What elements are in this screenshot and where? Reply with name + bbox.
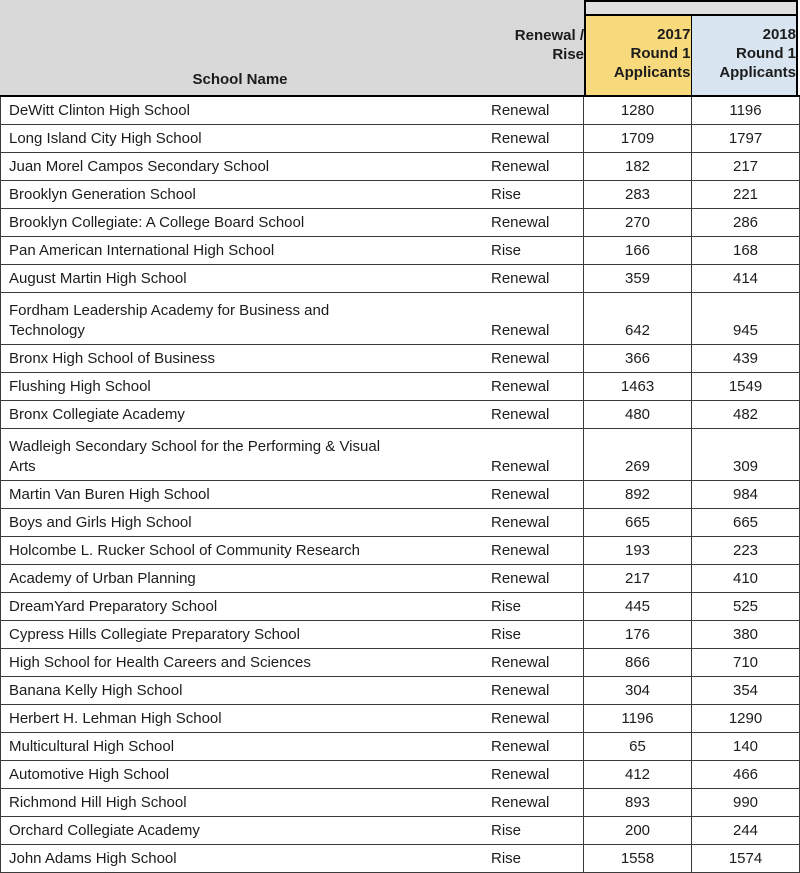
table-row (1, 181, 800, 209)
table-row (1, 565, 800, 593)
school-name-cell[interactable]: Multicultural High School (9, 738, 175, 755)
school-name-cell[interactable]: John Adams High School (9, 850, 177, 867)
col-header-renewal-rise-line2: Rise (552, 45, 584, 63)
table-header-row (0, 0, 800, 97)
school-name-cell[interactable]: Academy of Urban Planning (9, 570, 196, 587)
applicants-2018-cell[interactable]: 665 (692, 509, 800, 536)
school-name-cell[interactable]: Automotive High School (9, 766, 170, 783)
applicants-2018-cell[interactable]: 286 (692, 209, 800, 236)
applicants-2017-cell[interactable]: 270 (584, 209, 692, 236)
table-row (1, 845, 800, 873)
table-row (1, 401, 800, 429)
applicants-2017-cell[interactable]: 1196 (584, 705, 692, 732)
school-name-cell[interactable]: August Martin High School (9, 270, 187, 287)
applicants-2017-cell[interactable]: 65 (584, 733, 692, 760)
applicants-2017-cell[interactable]: 366 (584, 345, 692, 372)
applicants-2017-cell[interactable]: 665 (584, 509, 692, 536)
renewal-rise-cell[interactable]: Rise (480, 181, 584, 208)
school-name-cell[interactable]: Pan American International High School (9, 242, 275, 259)
renewal-rise-cell[interactable]: Renewal (480, 537, 584, 564)
applicants-2017-cell[interactable]: 1558 (584, 845, 692, 872)
applicants-2017-cell[interactable]: 182 (584, 153, 692, 180)
applicants-2018-cell[interactable]: 710 (692, 649, 800, 676)
school-name-cell[interactable]: Brooklyn Generation School (9, 186, 196, 203)
renewal-rise-cell[interactable]: Renewal (480, 209, 584, 236)
school-name-cell[interactable]: Herbert H. Lehman High School (9, 710, 222, 727)
applicants-2017-cell[interactable]: 866 (584, 649, 692, 676)
applicants-2017-cell[interactable]: 893 (584, 789, 692, 816)
applicants-2017-cell[interactable]: 1280 (584, 97, 692, 124)
table-row (1, 293, 800, 345)
renewal-rise-cell[interactable]: Renewal (480, 373, 584, 400)
renewal-rise-cell[interactable]: Rise (480, 237, 584, 264)
col-header-renewal-rise[interactable] (480, 0, 584, 95)
applicants-2018-cell[interactable]: 1797 (692, 125, 800, 152)
applicants-2017-cell[interactable]: 642 (584, 293, 692, 344)
renewal-rise-cell[interactable]: Renewal (480, 481, 584, 508)
renewal-rise-cell[interactable]: Rise (480, 621, 584, 648)
table-row (1, 649, 800, 677)
renewal-rise-cell[interactable]: Renewal (480, 125, 584, 152)
school-name-cell[interactable]: Flushing High School (9, 378, 151, 395)
applicants-2018-cell[interactable]: 945 (692, 293, 800, 344)
renewal-rise-cell[interactable]: Rise (480, 817, 584, 844)
applicants-2018-cell[interactable]: 309 (692, 429, 800, 480)
renewal-rise-cell[interactable]: Renewal (480, 153, 584, 180)
applicants-2018-cell[interactable]: 1574 (692, 845, 800, 872)
col-header-renewal-rise-line1: Renewal / (514, 26, 584, 44)
table-row (1, 705, 800, 733)
applicants-2018-cell[interactable]: 221 (692, 181, 800, 208)
applicants-2018-cell[interactable]: 244 (692, 817, 800, 844)
applicants-2017-cell[interactable]: 176 (584, 621, 692, 648)
applicants-header-box (584, 0, 798, 95)
renewal-rise-cell[interactable]: Renewal (480, 345, 584, 372)
table-row (1, 153, 800, 181)
renewal-rise-cell[interactable]: Renewal (480, 97, 584, 124)
applicants-2018-cell[interactable]: 380 (692, 621, 800, 648)
table-row (1, 209, 800, 237)
table-row (1, 265, 800, 293)
renewal-rise-cell[interactable]: Renewal (480, 509, 584, 536)
applicants-2018-cell[interactable]: 1549 (692, 373, 800, 400)
table-body (0, 97, 800, 873)
table-row (1, 237, 800, 265)
applicants-2017-cell[interactable]: 193 (584, 537, 692, 564)
school-name-cell[interactable]: Holcombe L. Rucker School of Community Research (9, 542, 360, 559)
table-row (1, 761, 800, 789)
col-header-2018-applicants[interactable]: 2018 Round 1 Applicants (692, 16, 797, 95)
applicants-2017-cell[interactable]: 304 (584, 677, 692, 704)
table-row (1, 97, 800, 125)
school-name-cell[interactable]: Bronx Collegiate Academy (9, 406, 185, 423)
applicants-2018-cell[interactable]: 223 (692, 537, 800, 564)
school-name-cell[interactable]: DreamYard Preparatory School (9, 598, 218, 615)
table-row (1, 677, 800, 705)
applicants-2017-cell[interactable]: 480 (584, 401, 692, 428)
applicants-2018-cell[interactable]: 1290 (692, 705, 800, 732)
applicants-2018-cell[interactable]: 525 (692, 593, 800, 620)
applicants-2018-cell[interactable]: 439 (692, 345, 800, 372)
header-gray-block (0, 0, 584, 95)
applicants-2018-cell[interactable]: 168 (692, 237, 800, 264)
renewal-rise-cell[interactable]: Renewal (480, 265, 584, 292)
school-name-cell[interactable]: Long Island City High School (9, 130, 202, 147)
applicants-2017-cell[interactable]: 445 (584, 593, 692, 620)
renewal-rise-cell[interactable]: Renewal (480, 429, 584, 480)
table-row (1, 593, 800, 621)
renewal-rise-cell[interactable]: Renewal (480, 677, 584, 704)
applicants-2018-cell[interactable]: 466 (692, 761, 800, 788)
applicants-2017-cell[interactable]: 359 (584, 265, 692, 292)
school-name-cell[interactable]: Banana Kelly High School (9, 682, 183, 699)
renewal-rise-cell[interactable]: Rise (480, 593, 584, 620)
renewal-rise-cell[interactable]: Renewal (480, 565, 584, 592)
school-name-cell[interactable]: Boys and Girls High School (9, 514, 192, 531)
applicants-2018-cell[interactable]: 354 (692, 677, 800, 704)
table-row (1, 537, 800, 565)
applicants-2017-cell[interactable]: 892 (584, 481, 692, 508)
table-row (1, 817, 800, 845)
school-name-cell[interactable]: Martin Van Buren High School (9, 486, 210, 503)
applicants-2017-cell[interactable]: 166 (584, 237, 692, 264)
applicants-header-empty-cell[interactable] (586, 2, 796, 16)
col-header-2017-applicants[interactable]: 2017 Round 1 Applicants (586, 16, 692, 95)
renewal-rise-cell[interactable]: Renewal (480, 401, 584, 428)
applicants-2018-cell[interactable]: 410 (692, 565, 800, 592)
applicants-2017-cell[interactable]: 283 (584, 181, 692, 208)
school-name-cell[interactable]: High School for Health Careers and Sciences (9, 654, 311, 671)
renewal-rise-cell[interactable]: Renewal (480, 293, 584, 344)
applicants-2018-cell[interactable]: 217 (692, 153, 800, 180)
applicants-2017-cell[interactable]: 412 (584, 761, 692, 788)
table-row (1, 621, 800, 649)
applicants-2018-cell[interactable]: 482 (692, 401, 800, 428)
applicants-2018-cell[interactable]: 140 (692, 733, 800, 760)
table-row (1, 789, 800, 817)
school-name-cell[interactable]: Orchard Collegiate Academy (9, 822, 200, 839)
school-name-cell[interactable]: Wadleigh Secondary School for the Performing & Visual Arts (9, 438, 381, 475)
table-row (1, 125, 800, 153)
renewal-rise-cell[interactable]: Renewal (480, 733, 584, 760)
applicants-2017-cell[interactable]: 200 (584, 817, 692, 844)
applicants-2017-cell[interactable]: 269 (584, 429, 692, 480)
table-row (1, 509, 800, 537)
renewal-rise-cell[interactable]: Rise (480, 845, 584, 872)
school-name-cell[interactable]: Richmond Hill High School (9, 794, 187, 811)
applicants-2018-cell[interactable]: 1196 (692, 97, 800, 124)
school-name-cell[interactable]: Fordham Leadership Academy for Business and Technology (9, 302, 330, 339)
table-row (1, 481, 800, 509)
school-name-cell[interactable]: Bronx High School of Business (9, 350, 215, 367)
school-name-cell[interactable]: Brooklyn Collegiate: A College Board School (9, 214, 305, 231)
applicants-2017-cell[interactable]: 1709 (584, 125, 692, 152)
applicants-2017-cell[interactable]: 1463 (584, 373, 692, 400)
applicants-header-cells (586, 16, 796, 95)
applicants-2017-cell[interactable]: 217 (584, 565, 692, 592)
col-header-school-name[interactable]: School Name (192, 71, 288, 88)
applicants-2018-cell[interactable]: 414 (692, 265, 800, 292)
school-name-cell[interactable]: Juan Morel Campos Secondary School (9, 158, 270, 175)
renewal-rise-cell[interactable]: Renewal (480, 649, 584, 676)
school-name-cell[interactable]: Cypress Hills Collegiate Preparatory School (9, 626, 300, 643)
renewal-rise-cell[interactable]: Renewal (480, 705, 584, 732)
school-name-cell[interactable]: DeWitt Clinton High School (9, 102, 190, 119)
table-row (1, 733, 800, 761)
renewal-rise-cell[interactable]: Renewal (480, 761, 584, 788)
renewal-rise-cell[interactable]: Renewal (480, 789, 584, 816)
table-row (1, 429, 800, 481)
table-row (1, 373, 800, 401)
applicants-2018-cell[interactable]: 984 (692, 481, 800, 508)
applicants-2018-cell[interactable]: 990 (692, 789, 800, 816)
table-row (1, 345, 800, 373)
